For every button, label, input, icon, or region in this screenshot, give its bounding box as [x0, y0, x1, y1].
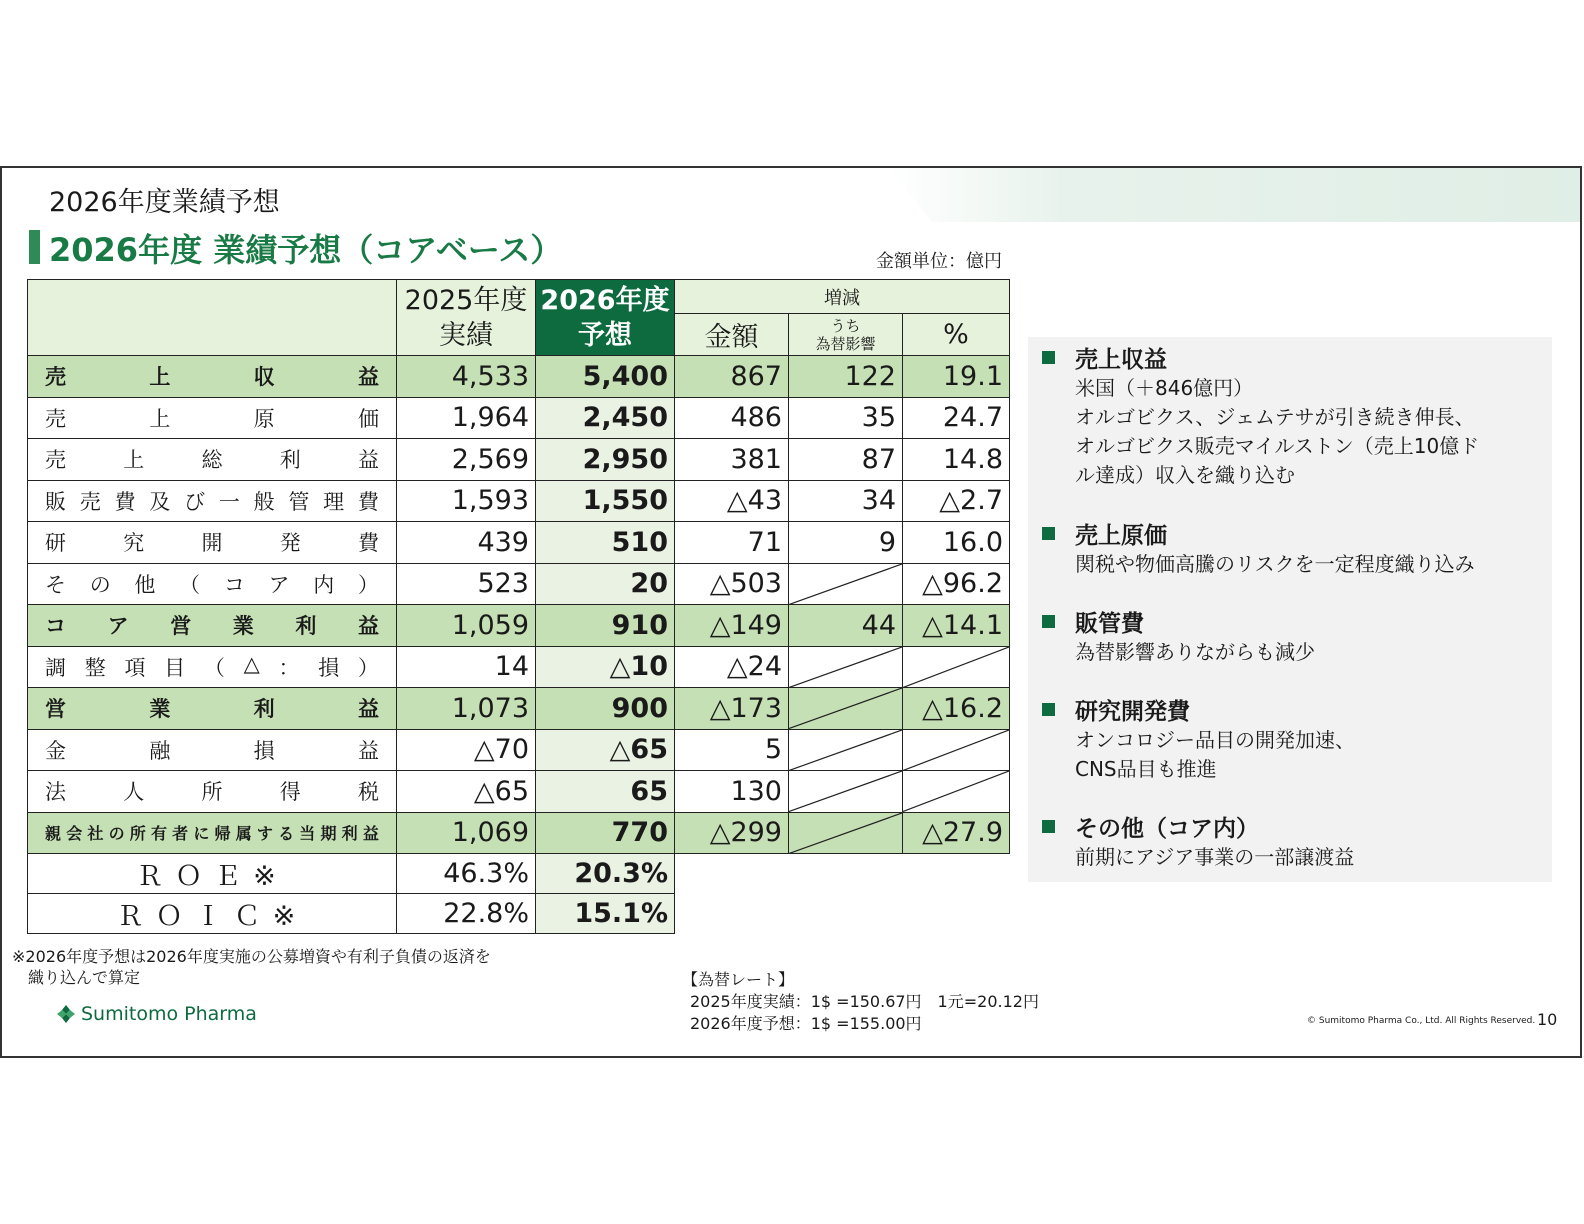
fx-line-2025: 2025年度実績：1$ =150.67円 1元=20.12円 — [690, 992, 1039, 1011]
header-2025-line2: 実績 — [439, 319, 493, 351]
label-char: ア — [268, 572, 290, 597]
header-change: 増減 — [675, 280, 1010, 314]
label-char: 目 — [164, 655, 186, 680]
label-char: す — [256, 824, 273, 844]
label-char: 期 — [320, 824, 337, 844]
label-char: び — [184, 489, 206, 514]
label-char: 営 — [45, 697, 66, 722]
label-char: 益 — [357, 365, 379, 390]
header-pct: % — [903, 314, 1010, 356]
label-char: 損 — [253, 738, 275, 763]
label-char: 売 — [45, 365, 66, 390]
label-char: 費 — [357, 489, 379, 514]
value-diff: △43 — [675, 480, 789, 522]
label-char: 金 — [45, 738, 66, 763]
value-2026: 770 — [536, 812, 675, 854]
label-char: △ — [243, 651, 260, 676]
value-fx: 122 — [789, 356, 903, 398]
row-label-text — [45, 527, 379, 557]
value-fx: 44 — [789, 605, 903, 647]
label-char: 親 — [45, 824, 62, 844]
row-label-text — [45, 610, 379, 640]
row-label — [28, 439, 397, 481]
value-diff: 71 — [675, 522, 789, 564]
header-fx-line2: 為替影響 — [815, 334, 876, 353]
label-char: 損 — [318, 655, 340, 680]
table-row — [28, 356, 1010, 398]
label-char: 費 — [358, 531, 379, 556]
label-char: 売 — [45, 406, 66, 431]
header-2025-line1: 2025年度 — [404, 284, 528, 316]
label-char: 益 — [358, 448, 379, 473]
value-2026: △10 — [536, 646, 675, 688]
commentary-body: 米国（＋846億円） オルゴビクス、ジェムテサが引き続き伸長、 オルゴビクス販売マイルストン（売上10億ド ル達成）収入を織り込む — [1075, 376, 1480, 487]
commentary-heading: 売上収益 — [1075, 347, 1167, 373]
commentary-body: 関税や物価高騰のリスクを一定程度織り込み — [1075, 552, 1475, 576]
label-char: 発 — [279, 531, 301, 556]
label-char: 般 — [253, 489, 275, 514]
commentary-sga — [1042, 605, 1315, 667]
label-char: そ — [45, 572, 66, 597]
value-fx: 87 — [789, 439, 903, 481]
value-2025: △70 — [397, 729, 536, 771]
label-char: 上 — [123, 448, 145, 473]
value-pct: 16.0 — [903, 522, 1010, 564]
label-char: 益 — [357, 697, 379, 722]
header-2025 — [397, 280, 536, 356]
value-diff: 130 — [675, 771, 789, 813]
label-char: 業 — [232, 614, 254, 639]
label-char: 項 — [124, 655, 146, 680]
row-label — [28, 563, 397, 605]
not-applicable-cell — [789, 646, 903, 688]
label-char: （ — [179, 572, 201, 597]
row-label — [28, 646, 397, 688]
label-char: 所 — [201, 780, 223, 805]
row-label — [28, 480, 397, 522]
row-label — [28, 771, 397, 813]
label-char: ） — [357, 572, 379, 597]
diagonal-line — [903, 730, 1009, 771]
label-char: に — [193, 824, 210, 844]
label-char: 販 — [45, 489, 66, 514]
header-label-cell — [28, 280, 397, 356]
row-label — [28, 356, 397, 398]
table-row — [28, 397, 1010, 439]
not-applicable-cell — [789, 563, 903, 605]
label-char: 会 — [66, 824, 83, 844]
table-row — [28, 563, 1010, 605]
table-row — [28, 646, 1010, 688]
label-char: ） — [357, 655, 379, 680]
row-label-text — [45, 652, 379, 682]
label-char: ア — [107, 614, 129, 639]
value-2026: 900 — [536, 688, 675, 730]
value-diff: △149 — [675, 605, 789, 647]
label-char: の — [108, 824, 125, 844]
label-char: 上 — [149, 365, 171, 390]
label-char: 売 — [45, 448, 66, 473]
label-char: 価 — [357, 406, 379, 431]
commentary-heading: 売上原価 — [1075, 523, 1167, 549]
value-2025: 1,593 — [397, 480, 536, 522]
value-2026: 1,550 — [536, 480, 675, 522]
header-2026-line1: 2026年度 — [540, 284, 670, 316]
commentary-heading: その他（コア内） — [1075, 816, 1259, 842]
label-char: コ — [223, 572, 245, 597]
value-2026: 65 — [536, 771, 675, 813]
label-char: る — [278, 824, 295, 844]
label-char: 益 — [362, 824, 379, 844]
label-char: 理 — [323, 489, 345, 514]
row-label — [28, 522, 397, 564]
value-2026: 2,450 — [536, 397, 675, 439]
row-label — [28, 688, 397, 730]
bullet-square-icon — [1042, 703, 1055, 716]
label-char: 研 — [45, 531, 66, 556]
value-pct: △96.2 — [903, 563, 1010, 605]
label-char: 上 — [149, 406, 171, 431]
bullet-square-icon — [1042, 351, 1055, 364]
value-pct: △2.7 — [903, 480, 1010, 522]
label-char: 利 — [295, 614, 317, 639]
roe-2025: 46.3% — [397, 854, 536, 894]
label-char: 他 — [134, 572, 156, 597]
table-row — [28, 729, 1010, 771]
value-diff: 486 — [675, 397, 789, 439]
label-char: 及 — [149, 489, 171, 514]
roic-2026: 15.1% — [536, 894, 675, 934]
not-applicable-cell — [903, 771, 1010, 813]
label-char: （ — [203, 655, 225, 680]
row-label-text — [45, 735, 379, 765]
diagonal-line — [789, 813, 902, 854]
table-row — [28, 480, 1010, 522]
table-row — [28, 771, 1010, 813]
not-applicable-cell — [789, 812, 903, 854]
row-label — [28, 605, 397, 647]
commentary-panel — [1028, 337, 1552, 882]
label-char: 調 — [45, 655, 66, 680]
label-char: ： — [278, 655, 300, 680]
row-label-text — [45, 444, 379, 474]
value-2026: 20 — [536, 563, 675, 605]
label-char: 業 — [149, 697, 171, 722]
label-char: 究 — [123, 531, 145, 556]
label-char: 売 — [79, 489, 101, 514]
label-char: 開 — [201, 531, 223, 556]
roe-2026: 20.3% — [536, 854, 675, 894]
diagonal-line — [789, 564, 902, 605]
value-pct: △16.2 — [903, 688, 1010, 730]
value-fx: 9 — [789, 522, 903, 564]
label-char: 益 — [357, 738, 379, 763]
commentary-heading: 販管費 — [1075, 611, 1144, 637]
roe-label: ＲＯＥ※ — [28, 854, 397, 894]
commentary-revenue — [1042, 341, 1479, 490]
value-2025: 1,059 — [397, 605, 536, 647]
header-amount: 金額 — [675, 314, 789, 356]
roic-label: ＲＯＩＣ※ — [28, 894, 397, 934]
header-2026 — [536, 280, 675, 356]
commentary-body: オンコロジー品目の開発加速、 CNS品目も推進 — [1075, 728, 1355, 781]
value-pct: 14.8 — [903, 439, 1010, 481]
value-2025: △65 — [397, 771, 536, 813]
value-2025: 2,569 — [397, 439, 536, 481]
row-label-text — [45, 403, 379, 433]
fx-line-2026: 2026年度予想：1$ =155.00円 — [690, 1014, 922, 1033]
label-char: 管 — [288, 489, 310, 514]
value-2026: △65 — [536, 729, 675, 771]
label-char: 原 — [253, 406, 275, 431]
logo-mark-icon — [56, 1004, 76, 1024]
row-label — [28, 729, 397, 771]
row-label-text — [45, 821, 379, 844]
value-pct: △27.9 — [903, 812, 1010, 854]
header-fx — [789, 314, 903, 356]
forecast-table — [27, 279, 1010, 934]
not-applicable-cell — [789, 729, 903, 771]
value-diff: △503 — [675, 563, 789, 605]
value-pct: 19.1 — [903, 356, 1010, 398]
value-pct: 24.7 — [903, 397, 1010, 439]
commentary-body: 前期にアジア事業の一部譲渡益 — [1075, 845, 1355, 869]
table-row — [28, 522, 1010, 564]
page-number: 10 — [1537, 1010, 1558, 1029]
value-diff: △173 — [675, 688, 789, 730]
table-row — [28, 688, 1010, 730]
table-row — [28, 605, 1010, 647]
row-label-text — [45, 693, 379, 723]
commentary-body: 為替影響ありながらも減少 — [1075, 640, 1315, 664]
fx-title: 【為替レート】 — [682, 970, 795, 989]
row-label-text — [45, 569, 379, 599]
company-logo — [56, 1003, 257, 1025]
header-2026-line2: 予想 — [578, 319, 632, 351]
value-2025: 14 — [397, 646, 536, 688]
commentary-other — [1042, 810, 1354, 872]
table-row — [28, 439, 1010, 481]
bullet-square-icon — [1042, 615, 1055, 628]
label-char: 有 — [150, 824, 167, 844]
row-label — [28, 397, 397, 439]
not-applicable-cell — [903, 646, 1010, 688]
page-title: 2026年度業績予想 — [49, 187, 280, 218]
logo-text: Sumitomo Pharma — [81, 1003, 257, 1025]
row-label — [28, 812, 397, 854]
label-char: 益 — [357, 614, 379, 639]
row-label-text — [45, 776, 379, 806]
not-applicable-cell — [903, 729, 1010, 771]
commentary-rnd — [1042, 693, 1355, 784]
value-2025: 1,964 — [397, 397, 536, 439]
title-accent-bar — [29, 230, 40, 264]
main-title: 2026年度 業績予想（コアベース） — [49, 231, 563, 269]
diagonal-line — [789, 688, 902, 729]
header-band — [890, 168, 1580, 222]
label-char: コ — [45, 614, 66, 639]
value-fx: 34 — [789, 480, 903, 522]
row-label-text — [45, 486, 379, 516]
label-char: 利 — [341, 824, 358, 844]
value-diff: 867 — [675, 356, 789, 398]
label-char: 税 — [358, 780, 379, 805]
label-char: 属 — [235, 824, 252, 844]
value-diff: 5 — [675, 729, 789, 771]
label-char: 一 — [218, 489, 240, 514]
label-char: 者 — [172, 824, 189, 844]
label-char: の — [89, 572, 111, 597]
commentary-cogs — [1042, 517, 1475, 579]
not-applicable-cell — [789, 688, 903, 730]
label-char: 社 — [87, 824, 104, 844]
label-char: 帰 — [214, 824, 231, 844]
value-2025: 523 — [397, 563, 536, 605]
diagonal-line — [789, 647, 902, 688]
value-2026: 910 — [536, 605, 675, 647]
slide — [0, 166, 1582, 1058]
roic-2025: 22.8% — [397, 894, 536, 934]
diagonal-line — [903, 771, 1009, 812]
value-diff: 381 — [675, 439, 789, 481]
label-char: 費 — [114, 489, 136, 514]
value-2026: 2,950 — [536, 439, 675, 481]
label-char: 人 — [123, 780, 145, 805]
commentary-heading: 研究開発費 — [1075, 699, 1190, 725]
value-2026: 510 — [536, 522, 675, 564]
value-2025: 4,533 — [397, 356, 536, 398]
value-2025: 1,073 — [397, 688, 536, 730]
value-diff: △24 — [675, 646, 789, 688]
label-char: 法 — [45, 780, 66, 805]
table-row — [28, 812, 1010, 854]
diagonal-line — [903, 647, 1009, 688]
copyright: © Sumitomo Pharma Co., Ltd. All Rights Reserved. — [1307, 1016, 1536, 1026]
row-label-text — [45, 361, 379, 391]
value-pct: △14.1 — [903, 605, 1010, 647]
diagonal-line — [789, 771, 902, 812]
label-char: 利 — [253, 697, 275, 722]
label-char: 融 — [149, 738, 171, 763]
label-char: 当 — [299, 824, 316, 844]
value-2025: 1,069 — [397, 812, 536, 854]
value-2025: 439 — [397, 522, 536, 564]
fx-rates — [682, 969, 1039, 1035]
bullet-square-icon — [1042, 820, 1055, 833]
value-fx: 35 — [789, 397, 903, 439]
diagonal-line — [789, 730, 902, 771]
label-char: 内 — [313, 572, 335, 597]
label-char: 得 — [279, 780, 301, 805]
label-char: 総 — [201, 448, 223, 473]
label-char: 営 — [170, 614, 192, 639]
value-2026: 5,400 — [536, 356, 675, 398]
bullet-square-icon — [1042, 527, 1055, 540]
label-char: 収 — [253, 365, 275, 390]
not-applicable-cell — [789, 771, 903, 813]
header-fx-line1: うち — [830, 316, 861, 335]
label-char: 整 — [84, 655, 106, 680]
footnote: ※2026年度予想は2026年度実施の公募増資や有利子負債の返済を 織り込んで算定 — [12, 947, 491, 987]
value-diff: △299 — [675, 812, 789, 854]
unit-label: 金額単位：億円 — [876, 251, 1002, 272]
label-char: 利 — [279, 448, 301, 473]
label-char: 所 — [129, 824, 146, 844]
